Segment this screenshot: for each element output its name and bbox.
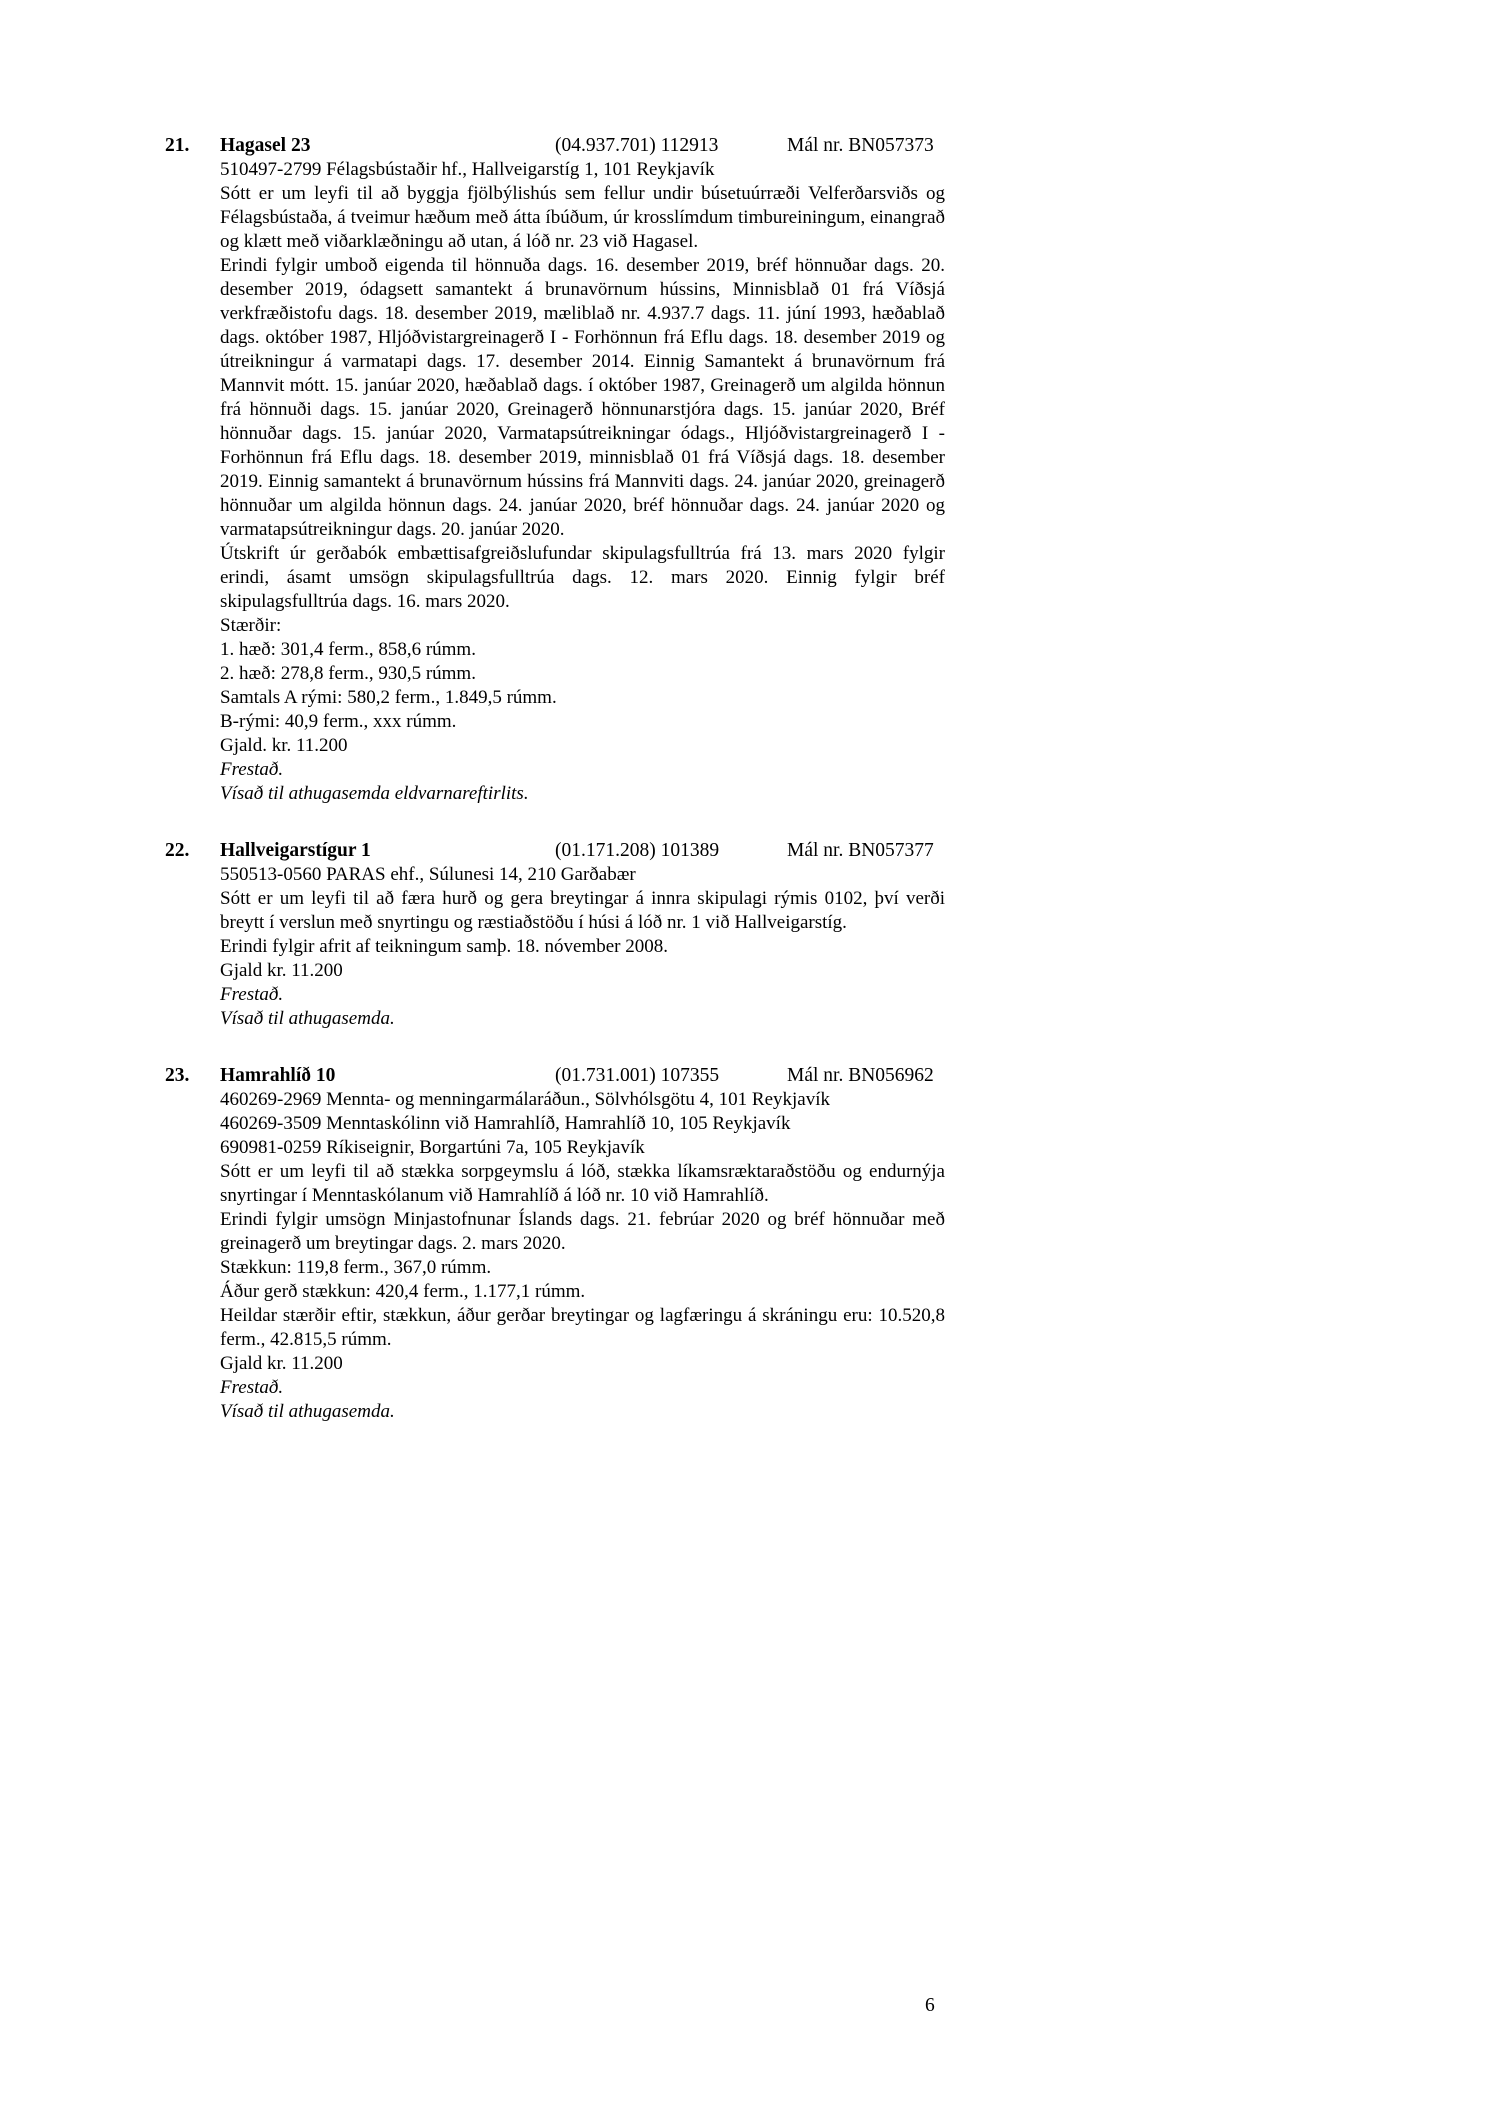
case-body [220, 1088, 945, 1424]
case-body [220, 158, 945, 806]
case-item-22 [165, 839, 945, 1031]
fee-line: Gjald kr. 11.200 [220, 1353, 343, 1374]
owner-line: 550513-0560 PARAS ehf., Súlunesi 14, 210 Garðabær [220, 864, 636, 885]
case-header [165, 839, 945, 863]
case-index: 23. [165, 1065, 190, 1086]
sizes-heading-line: Stærðir: [220, 615, 282, 636]
property-reference: (04.937.701) 112913 [555, 135, 719, 156]
referral-line: Vísað til athugasemda eldvarnareftirlits. [220, 783, 529, 804]
application-paragraph: Sótt er um leyfi til að færa hurð og gera breytingar á innra skipulagi rýmis 0102, því verði breytt í verslun með snyrtingu og ræstiaðstöðu í húsi á lóð nr. 1 við Hallveigarstíg. [220, 888, 945, 933]
total-size-line: Heildar stærðir eftir, stækkun, áður gerðar breytingar og lagfæringu á skráningu eru: 10.520,8 ferm., 42.815,5 rúmm. [220, 1305, 945, 1350]
case-number-reference: Mál nr. BN057377 [787, 840, 934, 861]
referral-line: Vísað til athugasemda. [220, 1401, 395, 1422]
attachments-paragraph: Erindi fylgir afrit af teikningum samþ. 18. nóvember 2008. [220, 936, 668, 957]
attachments-paragraph: Erindi fylgir umsögn Minjastofnunar Íslands dags. 21. febrúar 2020 og bréf hönnuðar með greinagerð um breytingar dags. 2. mars 2020. [220, 1209, 945, 1254]
case-item-21 [165, 134, 945, 806]
case-item-23 [165, 1064, 945, 1424]
owner-line: 460269-3509 Menntaskólinn við Hamrahlíð, Hamrahlíð 10, 105 Reykjavík [220, 1113, 791, 1134]
decision-line: Frestað. [220, 984, 284, 1005]
property-reference: (01.731.001) 107355 [555, 1065, 720, 1086]
size-line: Áður gerð stækkun: 420,4 ferm., 1.177,1 rúmm. [220, 1281, 586, 1302]
decision-line: Frestað. [220, 759, 284, 780]
owner-line: 690981-0259 Ríkiseignir, Borgartúni 7a, 105 Reykjavík [220, 1137, 645, 1158]
application-paragraph: Sótt er um leyfi til að stækka sorpgeymslu á lóð, stækka líkamsræktaraðstöðu og endurnýja snyrtingar í Menntaskólanum við Hamrahlíð á lóð nr. 10 við Hamrahlíð. [220, 1161, 945, 1206]
case-index: 21. [165, 135, 190, 156]
minutes-content [165, 134, 945, 1424]
size-line: 2. hæð: 278,8 ferm., 930,5 rúmm. [220, 663, 476, 684]
size-line: 1. hæð: 301,4 ferm., 858,6 rúmm. [220, 639, 476, 660]
size-line: B-rými: 40,9 ferm., xxx rúmm. [220, 711, 457, 732]
case-header [165, 134, 945, 158]
referral-line: Vísað til athugasemda. [220, 1008, 395, 1029]
case-number-reference: Mál nr. BN057373 [787, 135, 934, 156]
application-paragraph: Sótt er um leyfi til að byggja fjölbýlishús sem fellur undir búsetuúrræði Velferðarsviðs og Félagsbústaða, á tveimur hæðum með átta íbúðum, úr krosslímdum timbureiningum, einangrað og klætt með viðarklæðningu að utan, á lóð nr. 23 við Hagasel. [220, 183, 945, 252]
page-number: 6 [925, 1995, 935, 2016]
case-address-title: Hallveigarstígur 1 [220, 840, 371, 861]
case-index: 22. [165, 840, 190, 861]
case-address-title: Hamrahlíð 10 [220, 1065, 336, 1086]
case-body [220, 863, 945, 1031]
property-reference: (01.171.208) 101389 [555, 840, 720, 861]
decision-line: Frestað. [220, 1377, 284, 1398]
attachments-paragraph: Erindi fylgir umboð eigenda til hönnuða dags. 16. desember 2019, bréf hönnuðar dags. 20. desember 2019, ódagsett samantekt á brunavörnum hússins, Minnisblað 01 frá Víðsjá verkfræðistofu dags. 18. desember 2019, mæliblað nr. 4.937.7 dags. 11. júní 1993, hæðablað dags. október 1987, Hljóðvistargreinagerð I - Forhönnun frá Eflu dags. 18. desember 2019 og útreikningur á varmatapi dags. 17. desember 2014. Einnig Samantekt á brunavörnum frá Mannvit mótt. 15. janúar 2020, hæðablað dags. í október 1987, Greinagerð um algilda hönnun frá hönnuði dags. 15. janúar 2020, Greinagerð hönnunarstjóra dags. 15. janúar 2020, Bréf hönnuðar dags. 15. janúar 2020, Varmatapsútreikningar ódags., Hljóðvistargreinagerð I - Forhönnun frá Eflu dags. 18. desember 2019, minnisblað 01 frá Víðsjá dags. 18. desember 2019. Einnig samantekt á brunavörnum hússins frá Mannviti dags. 24. janúar 2020, greinagerð hönnuðar um algilda hönnun dags. 24. janúar 2020, bréf hönnuðar dags. 24. janúar 2020 og varmatapsútreikningur dags. 20. janúar 2020. [220, 255, 945, 540]
case-number-reference: Mál nr. BN056962 [787, 1065, 934, 1086]
fee-line: Gjald kr. 11.200 [220, 960, 343, 981]
fee-line: Gjald. kr. 11.200 [220, 735, 348, 756]
planning-extract-paragraph: Útskrift úr gerðabók embættisafgreiðslufundar skipulagsfulltrúa frá 13. mars 2020 fylgir erindi, ásamt umsögn skipulagsfulltrúa dags. 12. mars 2020. Einnig fylgir bréf skipulagsfulltrúa dags. 16. mars 2020. [220, 543, 945, 612]
owner-line: 460269-2969 Mennta- og menningarmálaráðun., Sölvhólsgötu 4, 101 Reykjavík [220, 1089, 831, 1110]
case-address-title: Hagasel 23 [220, 135, 311, 156]
case-header [165, 1064, 945, 1088]
size-line: Samtals A rými: 580,2 ferm., 1.849,5 rúmm. [220, 687, 557, 708]
size-line: Stækkun: 119,8 ferm., 367,0 rúmm. [220, 1257, 492, 1278]
owner-line: 510497-2799 Félagsbústaðir hf., Hallveigarstíg 1, 101 Reykjavík [220, 159, 715, 180]
